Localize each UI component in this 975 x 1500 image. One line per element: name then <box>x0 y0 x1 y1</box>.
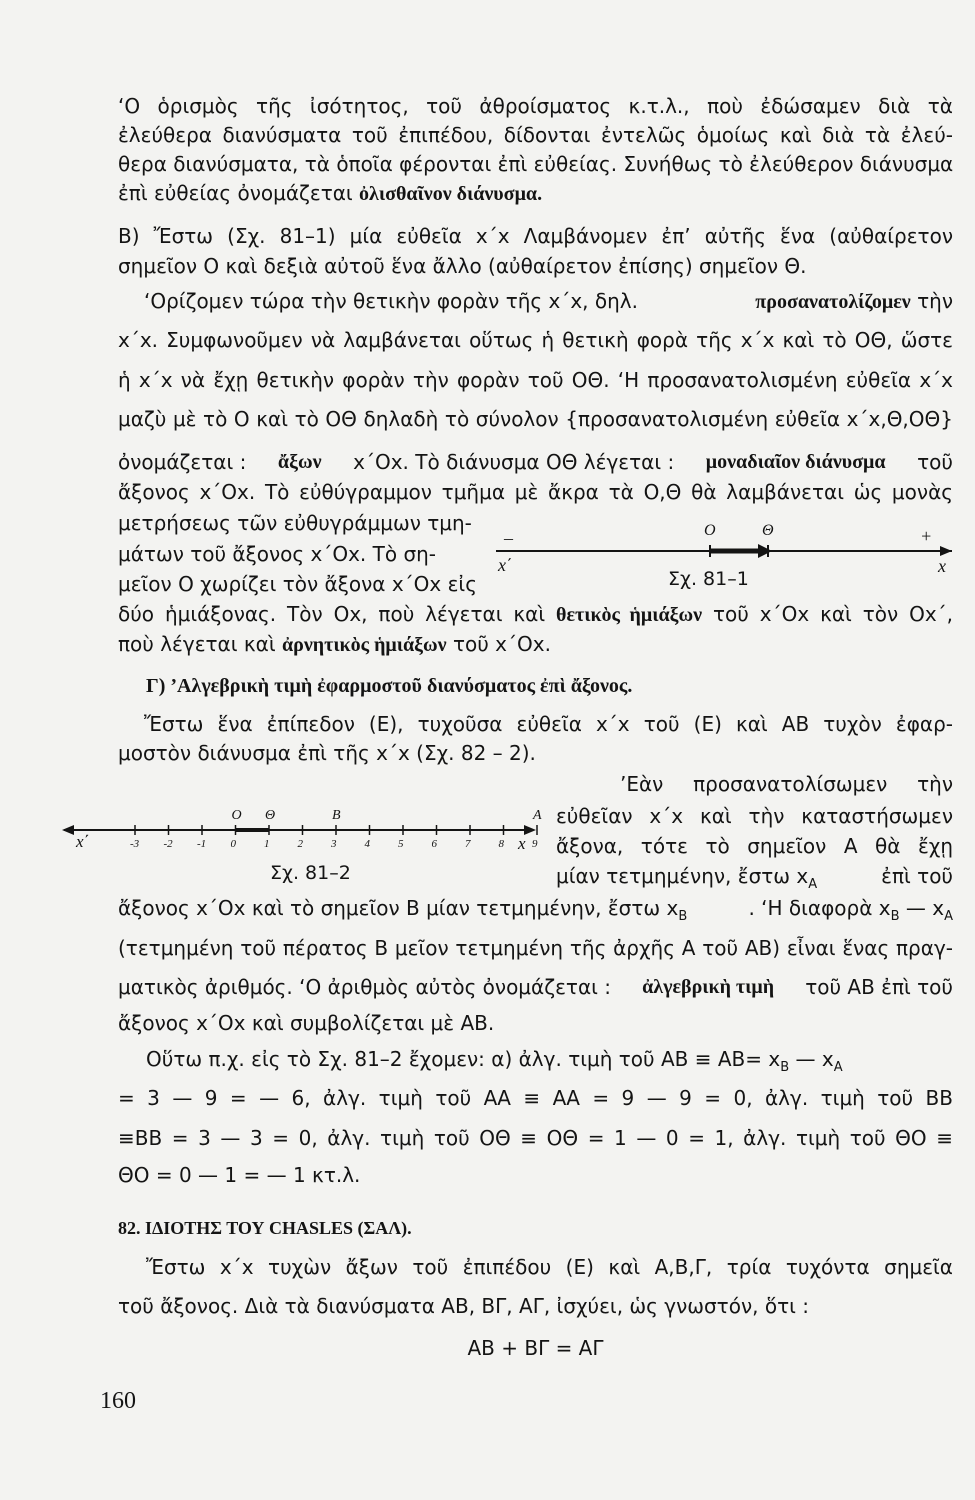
text-line <box>118 448 953 476</box>
x-prime-label: x΄ <box>76 832 90 851</box>
text-span: — x <box>789 1047 834 1071</box>
text-span: μίαν τετμημένην, ἔστω x <box>556 864 809 888</box>
text-span: ὀνομάζεται : <box>118 450 247 474</box>
tick-label: 4 <box>364 838 370 850</box>
text-span: — x <box>899 896 945 920</box>
Theta-label: Θ <box>762 522 774 539</box>
text-line: εὐθεῖαν x΄x καὶ τὴν καταστήσωμεν <box>556 804 953 828</box>
text-line: μάτων τοῦ ἄξονος x΄Ox. Τὸ ση- <box>118 542 437 566</box>
text-line: ’Εὰν προσανατολίσωμεν τὴν <box>620 772 953 796</box>
text-line <box>118 630 953 659</box>
text-line: x΄x. Συμφωνοῦμεν νὰ λαμβάνεται οὕτως ἡ θετικὴ φορὰ τῆς x΄x καὶ τὸ ΟΘ, ὥστε <box>118 328 953 352</box>
text-span: τοῦ <box>917 450 953 474</box>
text-line <box>118 287 953 316</box>
text-span: ἐπὶ εὐθείας ὀνομάζεται <box>118 181 353 205</box>
minus-sign: – <box>504 528 513 548</box>
text-line <box>118 600 953 629</box>
A-label: A <box>533 808 542 823</box>
B-label: B <box>332 808 341 823</box>
axis-arrowhead <box>940 546 952 556</box>
figure-81-2 <box>60 805 540 865</box>
term-bold: θετικὸς ἡμιάξων <box>556 604 703 626</box>
section-heading: Γ) ’Αλγεβρικὴ τιμὴ ἐφαρμοστοῦ διανύσματος ἐπὶ ἄξονος. <box>146 675 633 697</box>
text-span: τὴν <box>917 289 953 313</box>
term-bold: ἄξων <box>277 451 322 473</box>
tick-label: -3 <box>130 838 140 850</box>
tick-label: 0 <box>230 838 236 850</box>
text-line: ἡ x΄x νὰ ἔχῃ θετικὴν φορὰν τὴν φορὰν τοῦ ΟΘ. ‘Η προσανατολισμένη εὐθεῖα x΄x <box>118 368 953 392</box>
tick-label: -1 <box>197 838 207 850</box>
text-line: μεῖον Ο χωρίζει τὸν ἄξονα x΄Ox εἰς <box>118 572 477 596</box>
text-line: Ἔστω x΄x τυχὼν ἄξων τοῦ ἐπιπέδου (Ε) καὶ Α,Β,Γ, τρία τυχόντα σημεῖα <box>146 1255 953 1279</box>
tick-label: 2 <box>297 838 303 850</box>
text-span: . ‘Η διαφορὰ x <box>748 896 891 920</box>
text-line: (τετμημένη τοῦ πέρατος Β μεῖον τετμημένη τῆς ἀρχῆς Α τοῦ ΑΒ) εἶναι ἕνας πραγ- <box>118 936 953 960</box>
text-line <box>118 894 953 931</box>
text-span: ματικὸς ἀριθμός. ‘Ο ἀριθμὸς αὐτὸς ὀνομάζεται : <box>118 975 611 999</box>
tick-label: 9 <box>532 838 538 850</box>
text-span: δύο ἡμιάξονας. Τὸν Οx, ποὺ λέγεται καὶ <box>118 602 546 626</box>
term-bold: ὀλισθαῖνον διάνυσμα. <box>359 183 543 205</box>
term-bold: ἀλγεβρικὴ τιμὴ <box>642 976 775 998</box>
text-span: x΄Ox. Τὸ διάνυσμα ΟΘ λέγεται : <box>353 450 675 474</box>
text-line: ἐλεύθερα διανύσματα τοῦ ἐπιπέδου, δίδονται ἐντελῶς ὁμοίως καὶ διὰ τὰ ἐλεύ- <box>118 123 953 147</box>
Theta-label: Θ <box>265 808 276 823</box>
plus-sign: + <box>920 526 933 546</box>
text-line: θερα διανύσματα, τὰ ὁποῖα φέρονται ἐπὶ εὐθείας. Συνήθως τὸ ἐλεύθερον διάνυσμα <box>118 152 954 176</box>
text-line <box>118 1045 953 1082</box>
subscript: A <box>833 1060 843 1075</box>
tick-label: 1 <box>264 838 270 850</box>
section-heading: 82. ΙΔΙΟΤΗΣ ΤΟΥ CHASLES (ΣΑΛ). <box>118 1218 412 1238</box>
subscript: A <box>808 877 818 892</box>
equation: ΑΒ + ΒΓ = ΑΓ <box>467 1336 604 1360</box>
text-span: ἐπὶ τοῦ <box>881 864 953 888</box>
text-line: μαζὺ μὲ τὸ Ο καὶ τὸ ΟΘ δηλαδὴ τὸ σύνολον {προσανατολισμένη εὐθεῖα x΄x,Θ,ΟΘ} <box>118 407 953 431</box>
text-span: Οὕτω π.χ. εἰς τὸ Σχ. 81–2 ἔχομεν: α) ἀλγ. τιμὴ τοῦ ΑΒ ≡ ΑΒ= x <box>146 1047 781 1071</box>
tick-label: 8 <box>498 838 504 850</box>
term-bold: ἀρνητικὸς ἡμιάξων <box>281 634 447 656</box>
text-line: ≡ΒΒ = 3 — 3 = 0, ἀλγ. τιμὴ τοῦ ΟΘ ≡ ΟΘ = 1 — 0 = 1, ἀλγ. τιμὴ τοῦ ΘΟ ≡ <box>118 1126 953 1150</box>
tick-label: 6 <box>431 838 437 850</box>
axis-right-arrowhead <box>524 825 536 835</box>
subscript: B <box>780 1060 790 1075</box>
subscript: B <box>678 909 688 924</box>
text-line: Ἔστω ἕνα ἐπίπεδον (Ε), τυχοῦσα εὐθεῖα x΄x τοῦ (Ε) καὶ ΑΒ τυχὸν ἐφαρ- <box>144 712 953 736</box>
O-label: O <box>231 808 242 823</box>
text-line: ἄξονα, τότε τὸ σημεῖον Α θὰ ἔχῃ <box>556 834 953 858</box>
tick-label: 7 <box>465 838 471 850</box>
text-line <box>118 973 953 1001</box>
text-span: ‘Ορίζομεν τώρα τὴν θετικὴν φορὰν τῆς x΄x, δηλ. <box>144 289 639 313</box>
subscript: B <box>890 909 900 924</box>
tick-label: 5 <box>398 838 404 850</box>
term-bold: προσανατολίζομεν <box>755 291 911 313</box>
axis-left-arrowhead <box>62 825 74 835</box>
text-line: Β) Ἔστω (Σχ. 81–1) μία εὐθεῖα x΄x Λαμβάνομεν ἐπ’ αὐτῆς ἕνα (αὐθαίρετον <box>118 224 953 248</box>
text-line: ‘Ο ὁρισμὸς τῆς ἰσότητος, τοῦ ἀθροίσματος κ.τ.λ., ποὺ ἐδώσαμεν διὰ τὰ <box>118 94 953 118</box>
text-line: σημεῖον Ο καὶ δεξιὰ αὐτοῦ ἕνα ἄλλο (αὐθαίρετον ἐπίσης) σημεῖον Θ. <box>118 254 807 278</box>
text-span: τοῦ x΄Ox. <box>452 632 551 656</box>
text-line: μοστὸν διάνυσμα ἐπὶ τῆς x΄x (Σχ. 82 – 2). <box>118 741 536 765</box>
text-line: = 3 — 9 = — 6, ἀλγ. τιμὴ τοῦ ΑΑ ≡ ΑΑ = 9 — 9 = 0, ἀλγ. τιμὴ τοῦ ΒΒ <box>118 1086 953 1110</box>
figure-caption: Σχ. 81–2 <box>270 862 351 884</box>
x-label: x <box>938 556 946 576</box>
figure-caption: Σχ. 81–1 <box>668 568 749 590</box>
tick-label: 3 <box>331 838 337 850</box>
text-line: τοῦ ἄξονος. Διὰ τὰ διανύσματα ΑΒ, ΒΓ, ΑΓ, ἰσχύει, ὡς γνωστόν, ὅτι : <box>118 1294 809 1318</box>
text-span: τοῦ x΄Ox καὶ τὸν Οx΄, <box>713 602 954 626</box>
ticks-group <box>130 825 538 850</box>
term-bold: μοναδιαῖον διάνυσμα <box>705 451 886 473</box>
O-label: O <box>704 522 716 539</box>
tick-label: -2 <box>163 838 173 850</box>
text-line: ἄξονος x΄Ox. Τὸ εὐθύγραμμον τμῆμα μὲ ἄκρα τὰ Ο,Θ θὰ λαμβάνεται ὡς μονὰς <box>118 480 953 504</box>
x-prime-label: x΄ <box>498 555 512 575</box>
subscript: A <box>944 909 953 924</box>
text-line: μετρήσεως τῶν εὐθυγράμμων τμη- <box>118 511 472 535</box>
page-number: 160 <box>100 1388 136 1414</box>
text-span: ποὺ λέγεται καὶ <box>118 632 276 656</box>
x-label: x <box>518 834 526 853</box>
text-line <box>118 179 953 208</box>
text-span: τοῦ ΑΒ ἐπὶ τοῦ <box>805 975 953 999</box>
text-span: ἄξονος x΄Ox καὶ τὸ σημεῖον Β μίαν τετμημένην, ἔστω x <box>118 896 679 920</box>
text-line: ΘΟ = 0 — 1 = — 1 κτ.λ. <box>118 1163 361 1187</box>
text-line: ἄξονος x΄Ox καὶ συμβολίζεται μὲ ΑΒ. <box>118 1011 495 1035</box>
unit-vector-arrowhead <box>758 544 772 558</box>
